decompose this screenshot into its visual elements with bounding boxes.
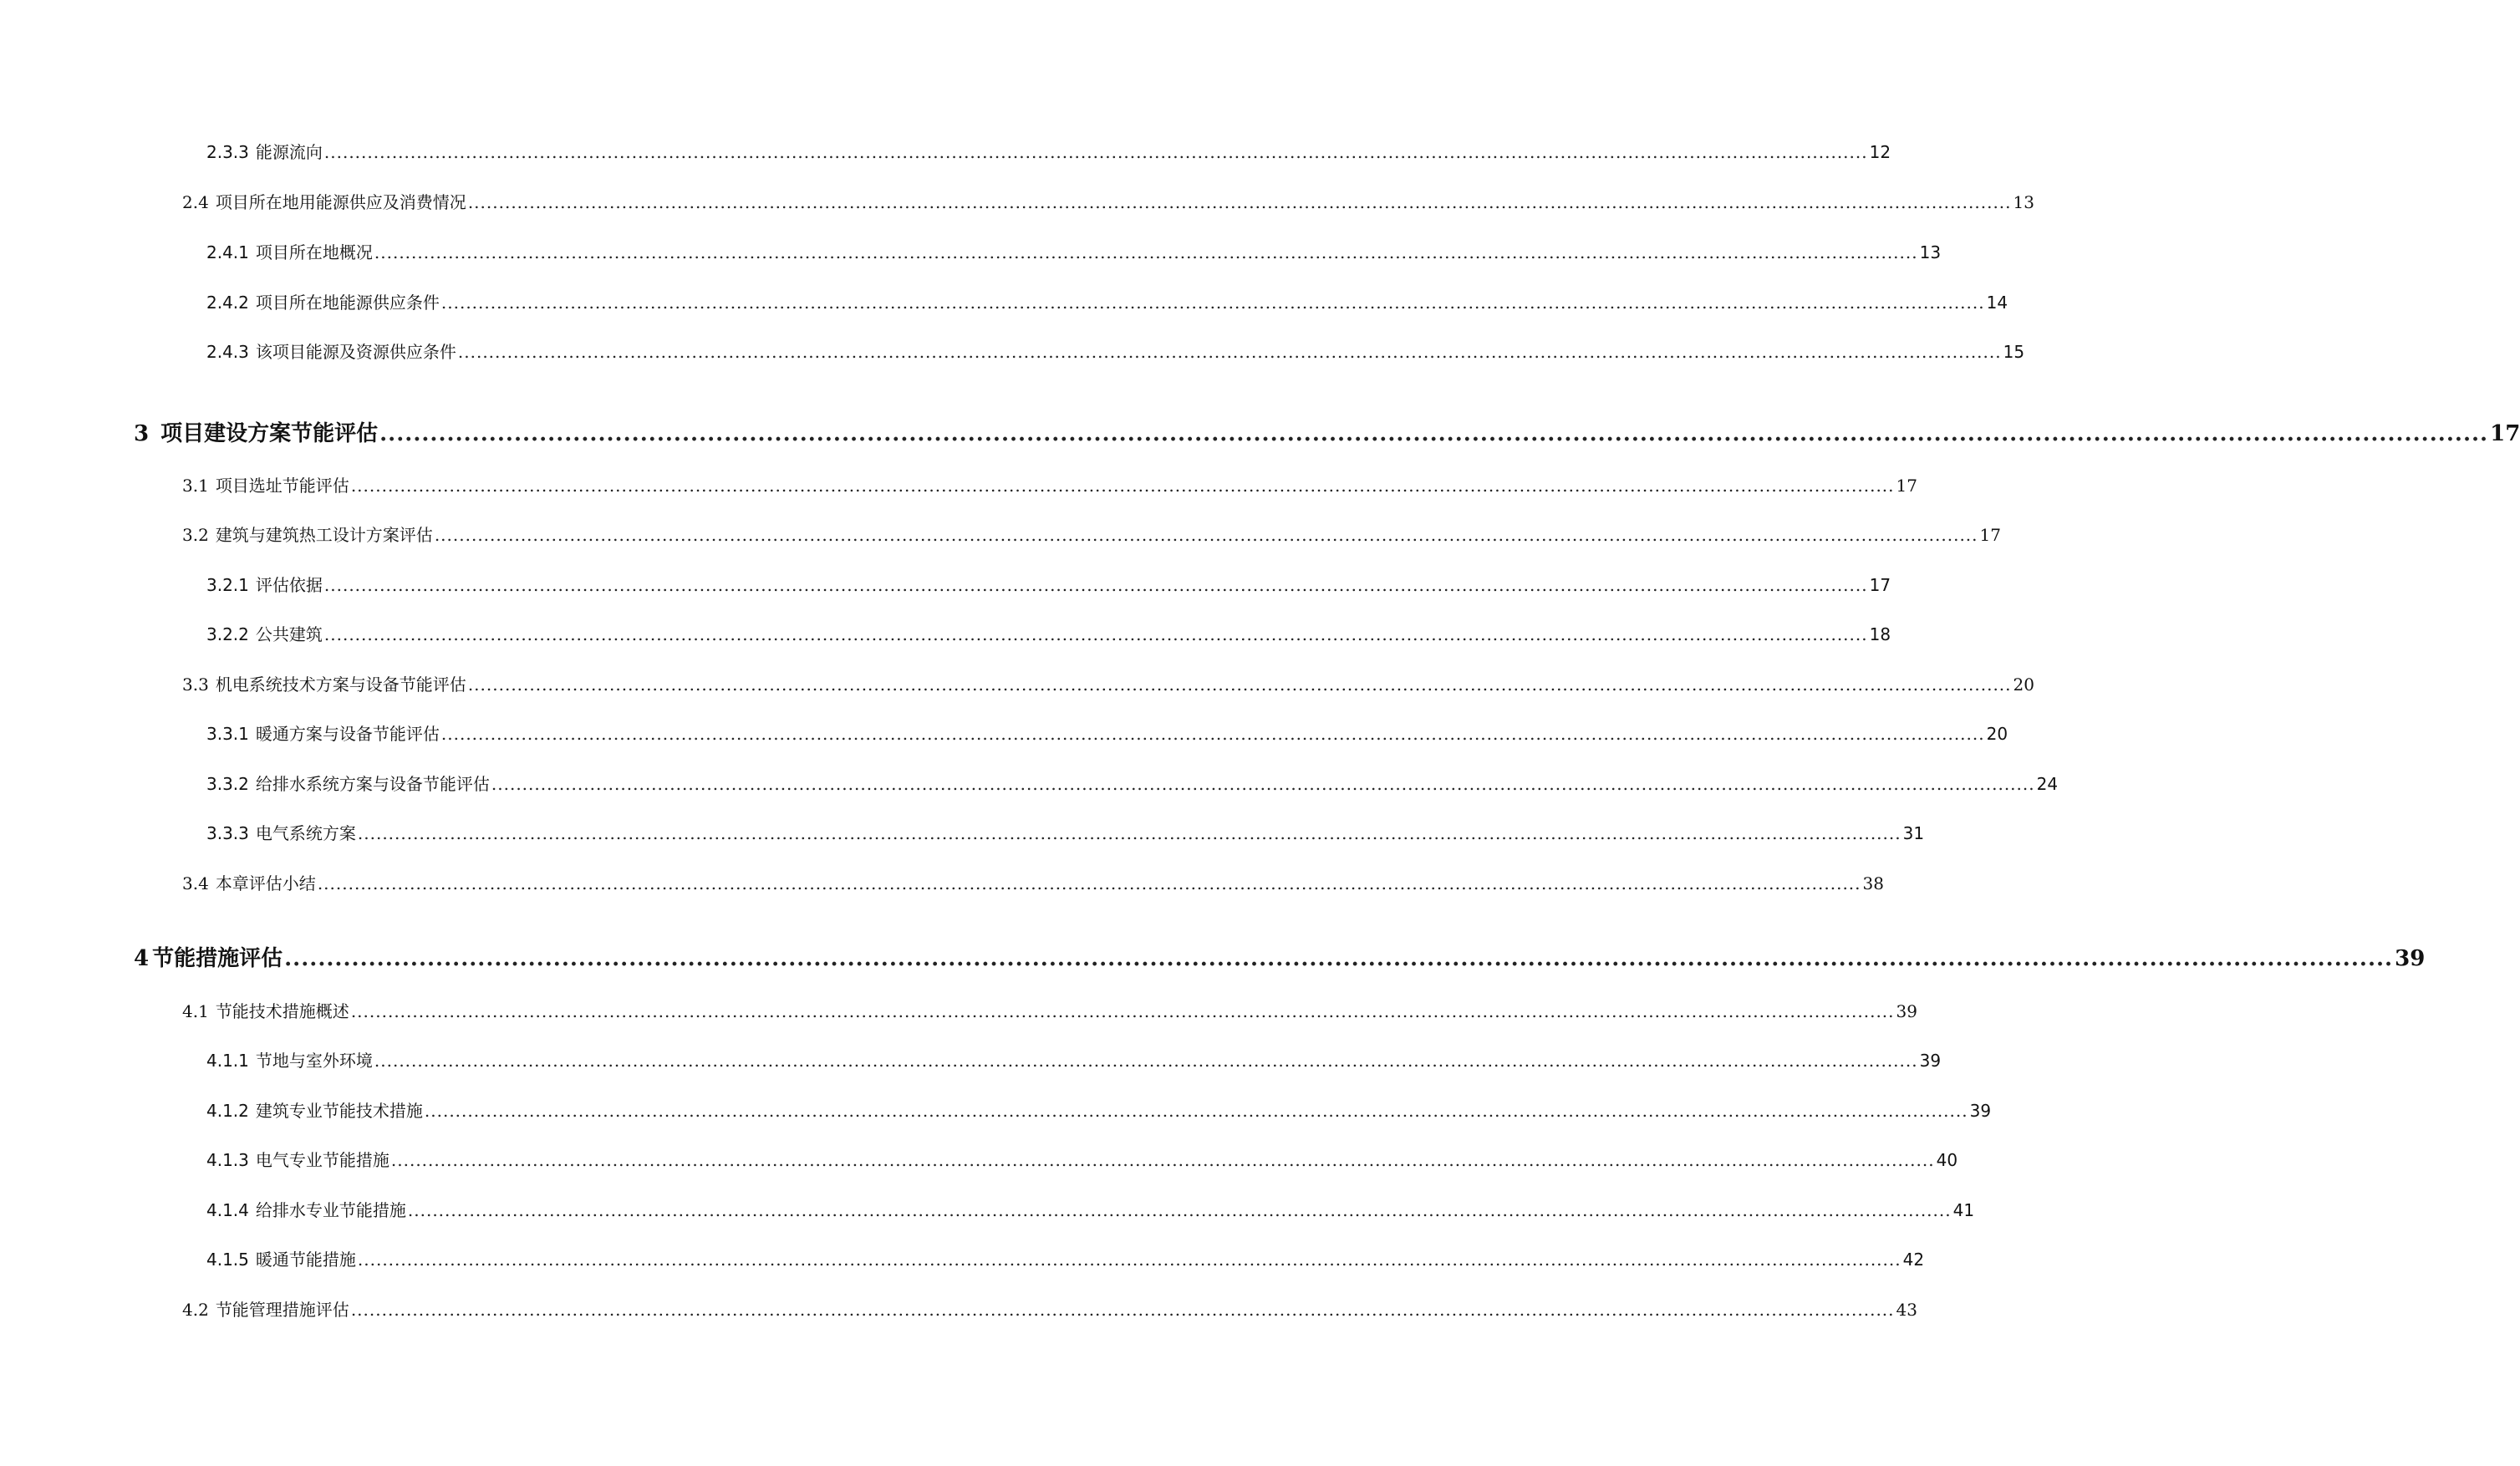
toc-number: 2.4 [182,192,209,212]
toc-leader: ........................................................................................................................................................................................................................................................... [467,674,2012,695]
toc-title: 给排水系统方案与设备节能评估 [255,774,490,794]
toc-page-number: 42 [1902,1250,1925,1270]
toc-number: 4.1.2 [206,1101,249,1121]
toc-leader: ........................................................................................................................................................................................................................................................... [323,575,1868,595]
toc-number: 4.1.1 [206,1051,249,1071]
toc-number: 4.1.3 [206,1150,249,1170]
toc-number: 4.2 [182,1300,209,1320]
toc-entry-4-1-3[interactable] [206,1147,1958,1171]
toc-leader: ........................................................................................................................................................................................................................................................... [434,525,1978,545]
toc-leader: ........................................................................................................................................................................................................................................................... [284,946,2394,971]
toc-leader: ........................................................................................................................................................................................................................................................... [467,192,2012,212]
toc-leader: ........................................................................................................................................................................................................................................................... [457,342,2002,362]
toc-entry-4-1-2[interactable] [206,1097,1992,1122]
toc-title: 项目所在地概况 [255,242,373,262]
toc-title: 该项目能源及资源供应条件 [255,342,456,362]
toc-title: 项目所在地能源供应条件 [255,293,440,313]
toc-page-number: 15 [2003,342,2025,362]
toc-title: 节能管理措施评估 [215,1300,349,1320]
toc-leader: ........................................................................................................................................................................................................................................................... [317,873,1861,893]
toc-page-number: 17 [1979,525,2001,545]
toc-number: 3.4 [182,873,209,893]
toc-page-number: 12 [1869,142,1891,162]
toc-entry-3-3-3[interactable] [206,820,1925,844]
toc-number: 4 [134,946,150,971]
toc-leader: ........................................................................................................................................................................................................................................................... [407,1200,1952,1220]
toc-entry-3-2[interactable] [182,522,2001,546]
toc-number: 4.1 [182,1001,209,1021]
toc-title: 项目选址节能评估 [215,476,349,496]
toc-entry-4-2[interactable] [182,1296,1917,1321]
toc-entry-2-4-2[interactable] [206,289,2008,313]
toc-page-number: 39 [1896,1001,1917,1021]
toc-page-number: 13 [1919,242,1942,262]
toc-title: 暖通节能措施 [255,1250,356,1270]
toc-leader: ........................................................................................................................................................................................................................................................... [374,242,1918,262]
toc-page-number: 20 [2013,674,2034,695]
toc-title: 评估依据 [255,575,323,595]
toc-page-number: 24 [2036,774,2059,794]
toc-title: 机电系统技术方案与设备节能评估 [215,674,466,695]
toc-title: 项目建设方案节能评估 [160,421,379,446]
toc-page-number: 39 [2395,946,2426,971]
toc-leader: ........................................................................................................................................................................................................................................................... [491,774,2035,794]
toc-entry-3-3-2[interactable] [206,771,2059,795]
toc-page-number: 31 [1902,823,1925,843]
toc-title: 节地与室外环境 [255,1051,373,1071]
toc-leader: ........................................................................................................................................................................................................................................................... [357,823,1901,843]
toc-entry-4[interactable] [134,941,2426,972]
toc-entry-3-1[interactable] [182,472,1917,496]
toc-title: 能源流向 [255,142,323,162]
toc-title: 节能措施评估 [152,946,283,971]
toc-number: 3.3.1 [206,724,249,744]
toc-number: 3.2.1 [206,575,249,595]
toc-number: 3 [134,421,150,446]
toc-page-number: 14 [1986,293,2008,313]
toc-entry-3-3-1[interactable] [206,720,2008,745]
toc-leader: ........................................................................................................................................................................................................................................................... [357,1250,1901,1270]
toc-number: 3.2.2 [206,624,249,644]
toc-number: 3.2 [182,525,209,545]
toc-entry-2-4[interactable] [182,189,2034,213]
toc-number: 2.4.3 [206,342,249,362]
toc-title: 暖通方案与设备节能评估 [255,724,440,744]
toc-number: 2.4.1 [206,242,249,262]
toc-leader: ........................................................................................................................................................................................................................................................... [323,624,1868,644]
toc-leader: ........................................................................................................................................................................................................................................................... [374,1051,1918,1071]
toc-number: 3.3.3 [206,823,249,843]
toc-page-number: 18 [1869,624,1891,644]
toc-page-number: 43 [1896,1300,1917,1320]
toc-title: 项目所在地用能源供应及消费情况 [215,192,466,212]
toc-number: 3.3 [182,674,209,695]
toc-page-number: 17 [1896,476,1917,496]
toc-number: 2.4.2 [206,293,249,313]
toc-entry-3-2-2[interactable] [206,621,1891,645]
toc-title: 公共建筑 [255,624,323,644]
toc-leader: ........................................................................................................................................................................................................................................................... [379,421,2489,446]
toc-title: 电气专业节能措施 [255,1150,389,1170]
toc-title: 节能技术措施概述 [215,1001,349,1021]
toc-page-number: 17 [1869,575,1891,595]
toc-entry-4-1[interactable] [182,998,1917,1022]
toc-page-number: 41 [1952,1200,1975,1220]
toc-entry-3-2-1[interactable] [206,572,1891,596]
toc-leader: ........................................................................................................................................................................................................................................................... [440,724,1985,744]
toc-entry-3[interactable] [134,416,2520,447]
toc-number: 3.1 [182,476,209,496]
toc-leader: ........................................................................................................................................................................................................................................................... [350,476,1895,496]
toc-entry-2-4-1[interactable] [206,239,1942,263]
toc-page-number: 38 [1862,873,1884,893]
toc-title: 电气系统方案 [255,823,356,843]
toc-page-number: 39 [1919,1051,1942,1071]
toc-leader: ........................................................................................................................................................................................................................................................... [323,142,1868,162]
toc-title: 建筑与建筑热工设计方案评估 [215,525,433,545]
toc-entry-4-1-4[interactable] [206,1197,1975,1221]
toc-page-number: 17 [2490,421,2520,446]
toc-leader: ........................................................................................................................................................................................................................................................... [440,293,1985,313]
toc-entry-3-4[interactable] [182,870,1884,894]
toc-entry-2-3-3[interactable] [206,139,1891,163]
toc-entry-4-1-5[interactable] [206,1246,1925,1270]
toc-page-number: 40 [1936,1150,1958,1170]
toc-leader: ........................................................................................................................................................................................................................................................... [424,1101,1968,1121]
toc-title: 本章评估小结 [215,873,316,893]
toc-entry-2-4-3[interactable] [206,339,2025,363]
toc-page-number: 20 [1986,724,2008,744]
toc-entry-4-1-1[interactable] [206,1047,1942,1072]
toc-leader: ........................................................................................................................................................................................................................................................... [350,1001,1895,1021]
toc-page-number: 39 [1969,1101,1992,1121]
toc-number: 4.1.5 [206,1250,249,1270]
toc-number: 3.3.2 [206,774,249,794]
toc-number: 2.3.3 [206,142,249,162]
toc-number: 4.1.4 [206,1200,249,1220]
toc-title: 给排水专业节能措施 [255,1200,406,1220]
toc-title: 建筑专业节能技术措施 [255,1101,423,1121]
toc-leader: ........................................................................................................................................................................................................................................................... [390,1150,1935,1170]
toc-page-number: 13 [2013,192,2034,212]
toc-leader: ........................................................................................................................................................................................................................................................... [350,1300,1895,1320]
toc-entry-3-3[interactable] [182,671,2034,695]
